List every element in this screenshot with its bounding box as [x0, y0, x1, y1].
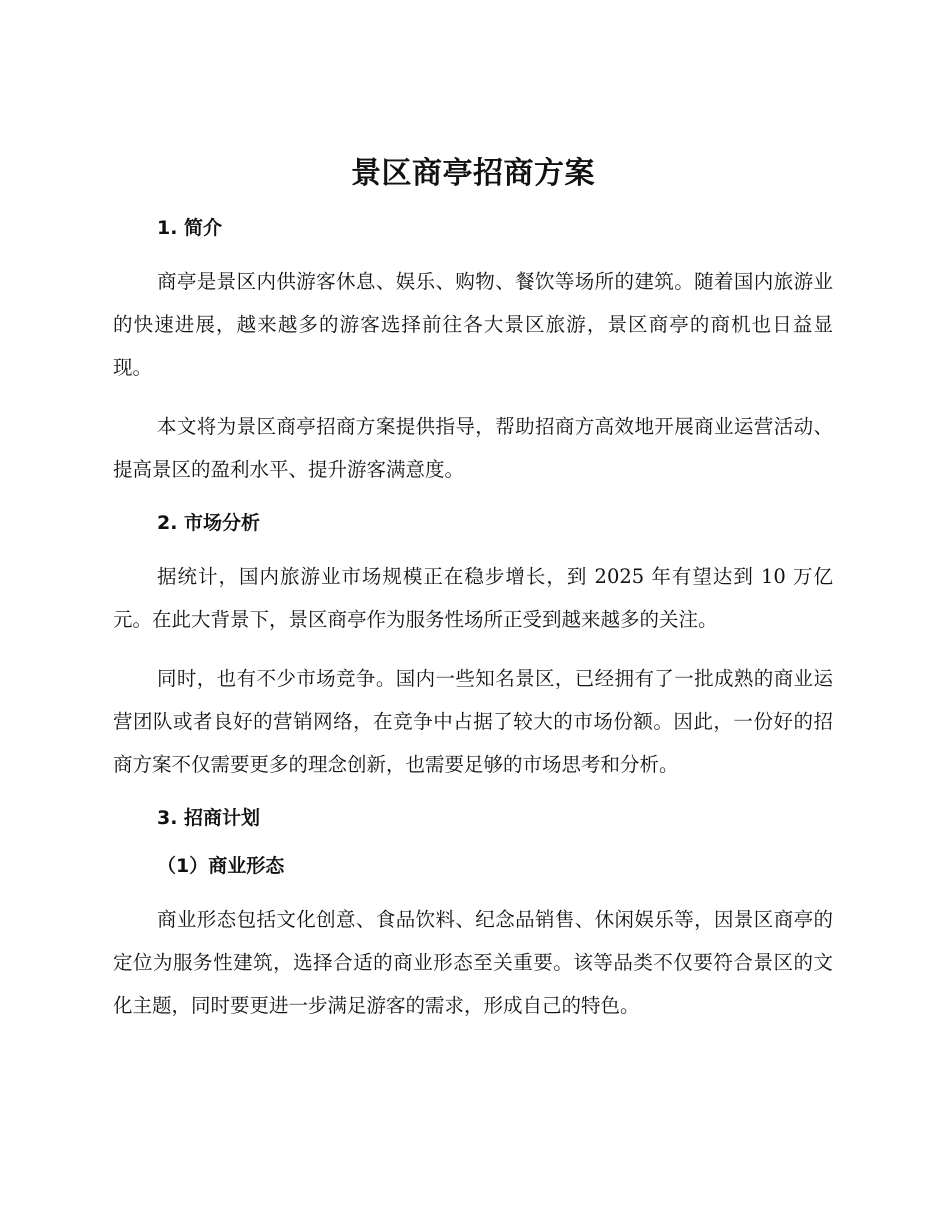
paragraph: 商业形态包括文化创意、食品饮料、纪念品销售、休闲娱乐等，因景区商亭的定位为服务性建筑，选择合适的商业形态至关重要。该等品类不仅要符合景区的文化主题，同时要更进一步满足游客的需求，形成自己的特色。: [113, 908, 833, 1017]
section-investment-plan: [113, 802, 833, 1027]
section-heading: 1. 简介: [157, 217, 223, 239]
document-body: [113, 150, 833, 1043]
section-introduction: [113, 212, 833, 491]
document-title: 景区商亭招商方案: [351, 156, 595, 191]
subsection-heading: （1）商业形态: [157, 855, 285, 877]
paragraph: 据统计，国内旅游业市场规模正在稳步增长，到 2025 年有望达到 10 万亿元。在此大背景下，景区商亭作为服务性场所正受到越来越多的关注。: [113, 565, 833, 631]
paragraph: 同时，也有不少市场竞争。国内一些知名景区，已经拥有了一批成熟的商业运营团队或者良好的营销网络，在竞争中占据了较大的市场份额。因此，一份好的招商方案不仅需要更多的理念创新，也需要足够的市场思考和分析。: [113, 667, 833, 776]
paragraph: 商亭是景区内供游客休息、娱乐、购物、餐饮等场所的建筑。随着国内旅游业的快速进展，越来越多的游客选择前往各大景区旅游，景区商亭的商机也日益显现。: [113, 270, 833, 379]
paragraph: 本文将为景区商亭招商方案提供指导，帮助招商方高效地开展商业运营活动、提高景区的盈利水平、提升游客满意度。: [113, 415, 833, 481]
section-market-analysis: [113, 507, 833, 786]
subsection-business-format: [113, 850, 833, 1027]
section-heading: 3. 招商计划: [157, 807, 261, 829]
section-heading: 2. 市场分析: [157, 512, 261, 534]
